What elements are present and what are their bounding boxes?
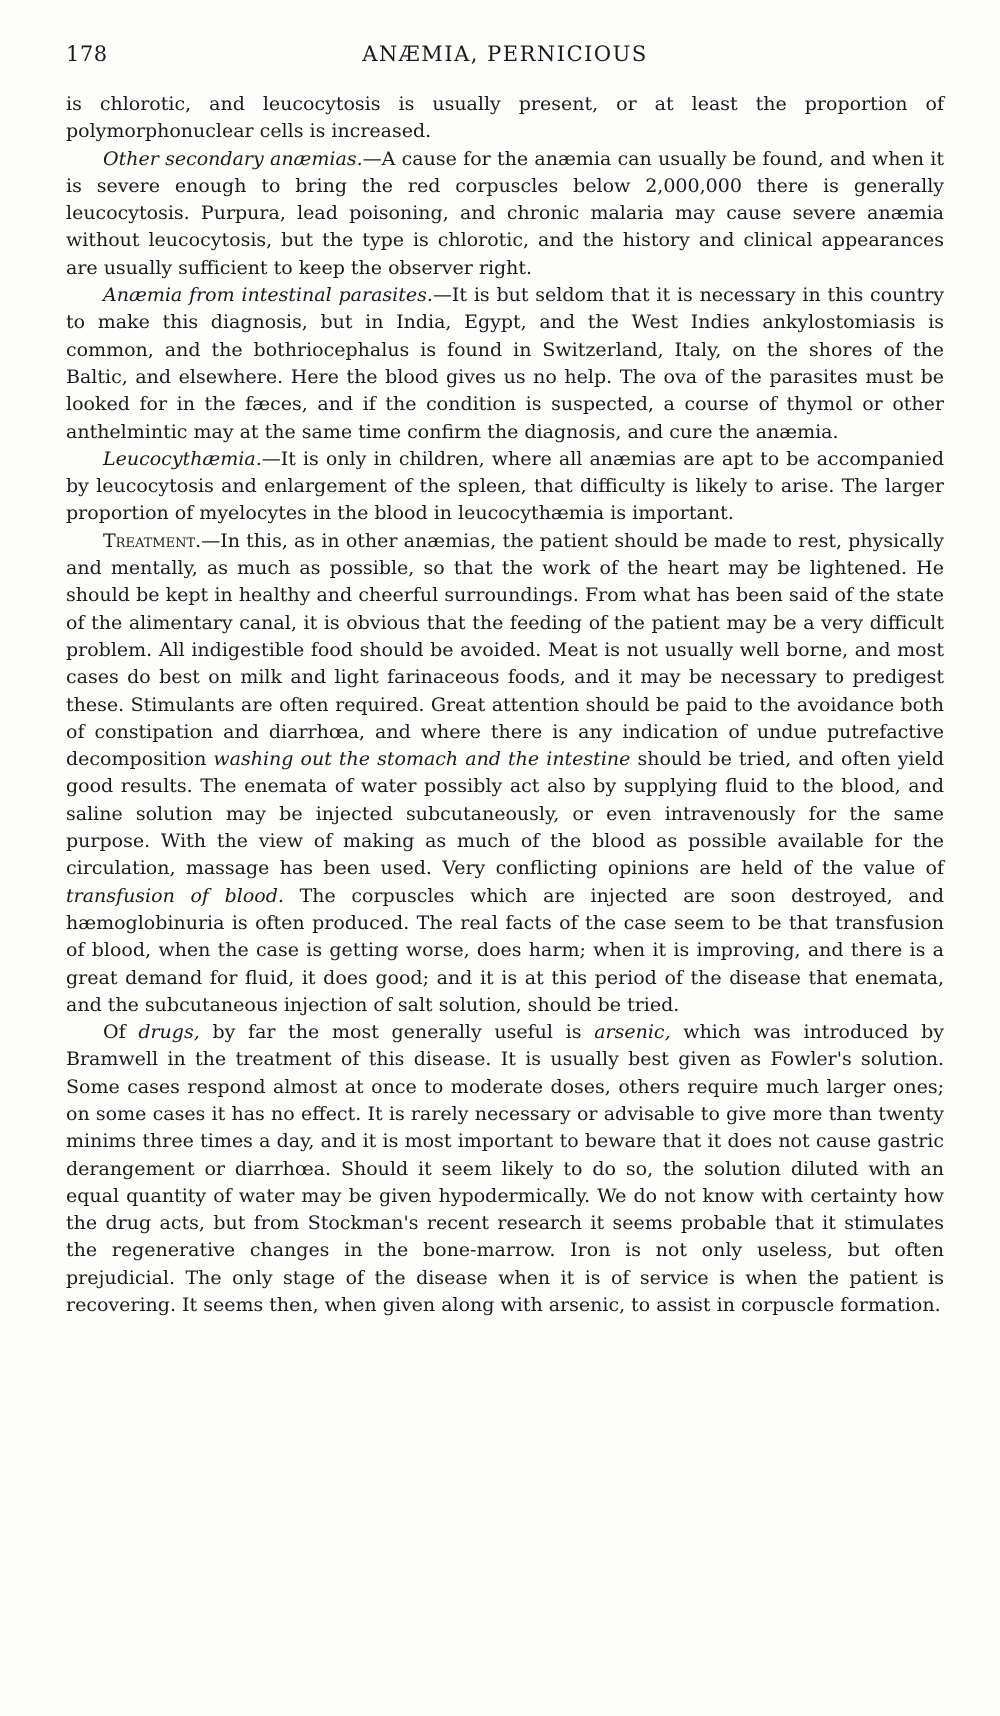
paragraph-leucocythaemia [66, 446, 944, 528]
paragraph-text: The corpuscles which are injected are soon destroyed, and hæmoglobinuria is often produced. The real facts of the case seem to be that transfusion of blood, when the case is getting worse, does harm; when it is improving, and there is a great demand for fluid, it does good; and it is at this period of the disease that enemata, and the subcutaneous injection of salt solution, should be tried. [66, 884, 944, 1016]
paragraph-text: —It is only in children, where all anæmias are apt to be accompanied by leucocytosis and enlargement of the spleen, that difficulty is likely to arise. The larger proportion of myelocytes in the blood in leucocythæmia is important. [66, 447, 944, 525]
emphasis-text: washing out the stomach and the intestine [213, 748, 631, 771]
paragraph-text: should be tried, and often yield good results. The enemata of water possibly act also by supplying fluid to the blood, and saline solution may be injected subcutaneously, or even intravenously for the same purpose. With the view of making as much of the blood as possible available for the circulation, massage has been used. Very conflicting opinions are held of the value of [66, 748, 944, 880]
book-page [66, 38, 944, 1319]
section-heading: Anæmia from intestinal parasites. [103, 284, 433, 307]
section-heading: Treatment. [103, 529, 202, 552]
section-heading: Other secondary anæmias. [103, 147, 363, 170]
paragraph-text: —It is but seldom that it is necessary in this country to make this diagnosis, but in India, Egypt, and the West Indies ankylostomiasis is common, and the bothriocephalus is found in Switzerland, Italy, on the shores of the Baltic, and elsewhere. Here the blood gives us no help. The ova of the parasites must be looked for in the fæces, and if the condition is suspected, a course of thymol or other anthelmintic may at the same time confirm the diagnosis, and cure the anæmia. [66, 284, 944, 443]
running-head [66, 38, 944, 78]
paragraph-text: which was introduced by Bramwell in the treatment of this disease. It is usually best given as Fowler's solution. Some cases respond almost at once to moderate doses, others require much larger ones; on some cases it has no effect. It is rarely necessary or advisable to give more than twenty minims three times a day, and it is most important to beware that it does not cause gastric derangement or diarrhœa. Should it seem likely to do so, the solution diluted with an equal quantity of water may be given hypodermically. We do not know with certainty how the drug acts, but from Stockman's recent research it seems probable that it stimulates the regenerative changes in the bone-marrow. Iron is not only useless, but often prejudicial. The only stage of the disease when it is of service is when the patient is recovering. It seems then, when given along with arsenic, to assist in corpuscle formation. [66, 1021, 944, 1317]
emphasis-text: drugs, [138, 1021, 200, 1044]
emphasis-text: arsenic, [594, 1021, 671, 1044]
paragraph-text: by far the most generally useful is [199, 1021, 595, 1044]
paragraph-other-secondary-anaemias [66, 146, 944, 282]
body-text [66, 91, 944, 1319]
paragraph-text: Of [103, 1021, 139, 1044]
emphasis-text: transfusion of blood. [66, 884, 284, 907]
paragraph-continuation [66, 91, 944, 146]
paragraph-text: is chlorotic, and leucocytosis is usually present, or at least the proportion of polymorphonuclear cells is increased. [66, 93, 944, 143]
page-number: 178 [66, 42, 108, 66]
paragraph-intestinal-parasites [66, 282, 944, 446]
paragraph-text: —In this, as in other anæmias, the patient should be made to rest, physically and mentally, as much as possible, so that the work of the heart may be lightened. He should be kept in healthy and cheerful surroundings. From what has been said of the state of the alimentary canal, it is obvious that the feeding of the patient may be a very difficult problem. All indigestible food should be avoided. Meat is not usually well borne, and most cases do best on milk and light farinaceous foods, and it may be necessary to predigest these. Stimulants are often required. Great attention should be paid to the avoidance both of constipation and diarrhœa, and where there is any indication of undue putrefactive decomposition [66, 529, 944, 771]
running-title: ANÆMIA, PERNICIOUS [362, 42, 648, 66]
section-heading: Leucocythæmia. [103, 447, 262, 470]
paragraph-treatment [66, 528, 944, 1019]
paragraph-drugs [66, 1019, 944, 1319]
paragraph-text: —A cause for the anæmia can usually be found, and when it is severe enough to bring the red corpuscles below 2,000,000 there is generally leucocytosis. Purpura, lead poisoning, and chronic malaria may cause severe anæmia without leucocytosis, but the type is chlorotic, and the history and clinical appearances are usually sufficient to keep the observer right. [66, 147, 944, 279]
